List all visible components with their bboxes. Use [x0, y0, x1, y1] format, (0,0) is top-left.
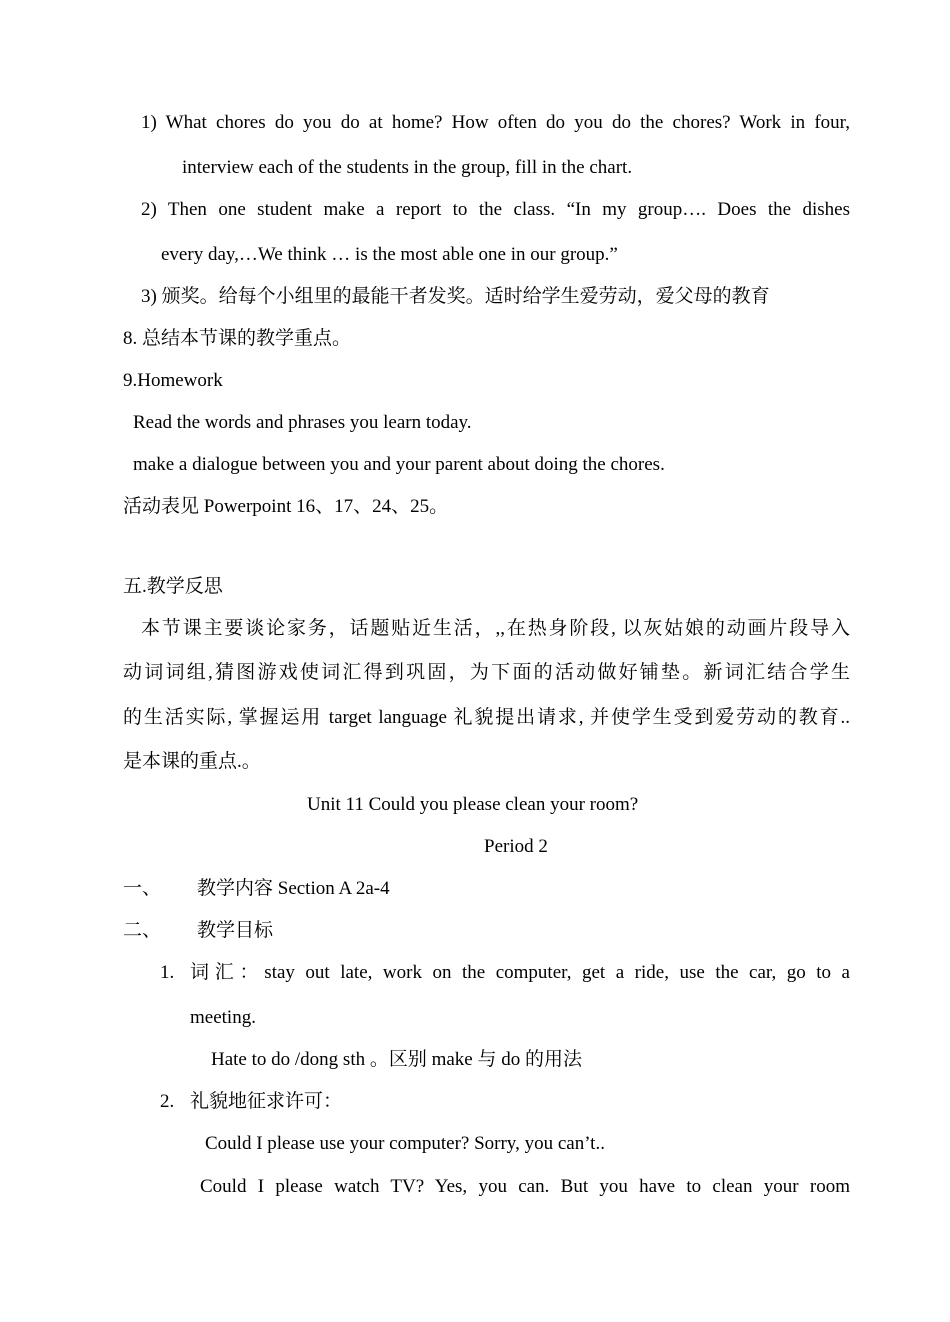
list-marker: 1. [160, 962, 175, 983]
text-line: 活动表见 Powerpoint 16、17、24、25。 [123, 496, 449, 517]
section-heading: 9.Homework [123, 370, 223, 391]
period-title: Period 2 [484, 836, 548, 857]
text-line: 词汇：stay out late, work on the computer, get a ride, use the car, go to a [190, 962, 850, 983]
text-line: Could I please watch TV? Yes, you can. But you have to clean your room [200, 1176, 850, 1197]
text-line: make a dialogue between you and your parent about doing the chores. [133, 454, 665, 475]
text-line: 礼貌地征求许可： [190, 1091, 343, 1112]
list-marker: 2. [160, 1091, 175, 1112]
text-line: 是本课的重点.。 [123, 751, 261, 772]
unit-title: Unit 11 Could you please clean your room? [307, 794, 639, 815]
text-line: every day,…We think … is the most able one in our group.” [161, 244, 618, 265]
text-line: interview each of the students in the group, fill in the chart. [182, 157, 633, 178]
text-line: Could I please use your computer? Sorry, you can’t.. [205, 1133, 605, 1154]
text-line: meeting. [190, 1007, 256, 1028]
text-line: 动词词组,猜图游戏使词汇得到巩固，为下面的活动做好铺垫。新词汇结合学生 [123, 662, 850, 683]
section-heading: 五.教学反思 [123, 576, 223, 597]
text-line: 3) 颁奖。给每个小组里的最能干者发奖。适时给学生爱劳动，爱父母的教育 [141, 286, 770, 307]
text-line: 1) What chores do you do at home? How often do you do the chores? Work in four, [141, 112, 850, 133]
text-line: Hate to do /dong sth 。区别 make 与 do 的用法 [211, 1049, 582, 1070]
text-line: Read the words and phrases you learn today. [133, 412, 472, 433]
text-line: 的生活实际, 掌握运用 target language 礼貌提出请求, 并使学生受到爱劳动的教育.. [123, 707, 850, 728]
list-marker: 一、 [123, 878, 162, 899]
text-line: 本节课主要谈论家务，话题贴近生活，,,在热身阶段, 以灰姑娘的动画片段导入 [141, 618, 850, 639]
text-line: 教学内容 Section A 2a-4 [197, 878, 390, 899]
list-marker: 二、 [123, 920, 162, 941]
text-line: 8. 总结本节课的教学重点。 [123, 328, 352, 349]
text-line: 教学目标 [197, 920, 274, 941]
text-line: 2) Then one student make a report to the class. “In my group…. Does the dishes [141, 199, 850, 220]
